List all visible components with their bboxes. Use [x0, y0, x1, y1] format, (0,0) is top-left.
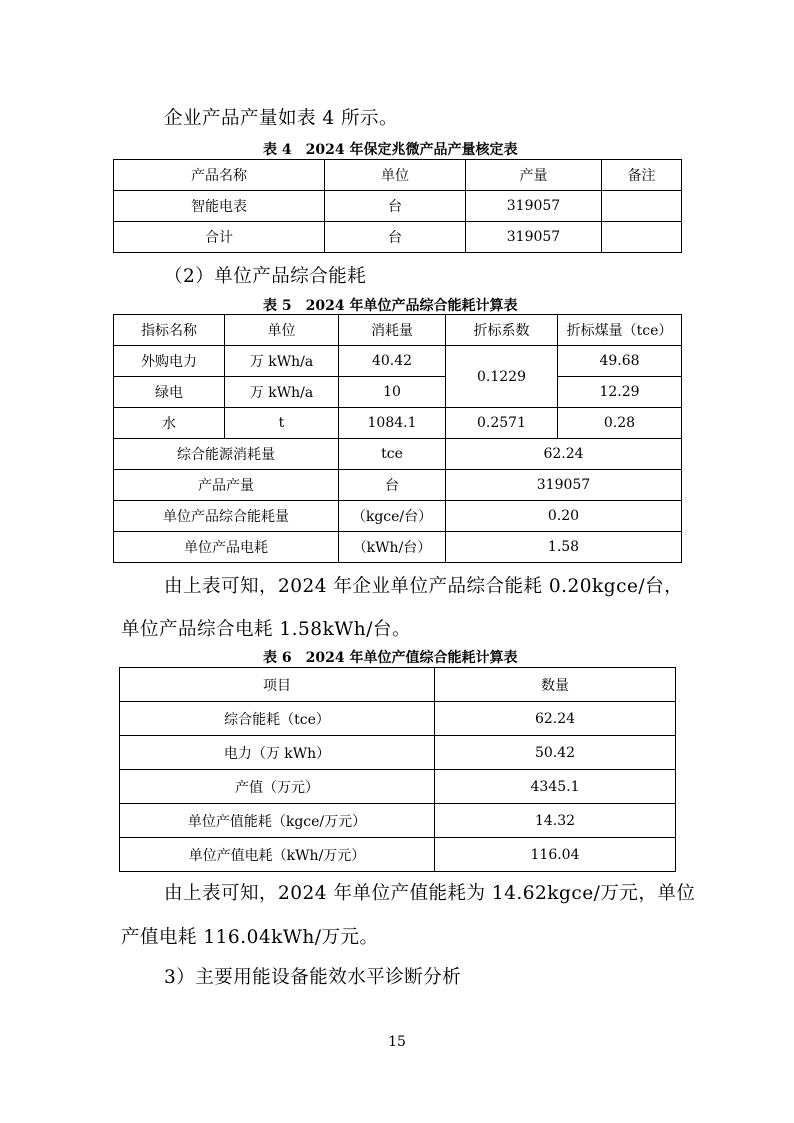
- table4-cell: 台: [325, 191, 466, 222]
- table6-caption: 表 6 2024 年单位产值综合能耗计算表: [263, 650, 518, 666]
- table5-summary-label: 单位产品综合能耗量: [114, 501, 339, 532]
- table4-caption: 表 4 2024 年保定兆微产品产量核定表: [263, 142, 518, 158]
- table5-cell: 水: [114, 408, 225, 439]
- table5-cell: 绿电: [114, 377, 225, 408]
- table5-cell: 40.42: [339, 346, 446, 377]
- table4-cell: [602, 191, 682, 222]
- table6-header-cell: 项目: [120, 668, 435, 702]
- table4-header-cell: 产品名称: [114, 160, 325, 191]
- table-row: [114, 191, 682, 222]
- table5-summary-value: 62.24: [446, 439, 682, 470]
- table-row: [120, 736, 676, 770]
- table6-cell: 62.24: [435, 702, 676, 736]
- table5-cell: 49.68: [558, 346, 682, 377]
- table4-cell: 台: [325, 222, 466, 253]
- table6-cell: 单位产值电耗（kWh/万元）: [120, 838, 435, 872]
- table-row: [114, 470, 682, 501]
- table5-summary-value: 319057: [446, 470, 682, 501]
- table4-cell: 319057: [466, 191, 602, 222]
- table5-summary-value: 1.58: [446, 532, 682, 563]
- table6-cell: 14.32: [435, 804, 676, 838]
- table4-header-cell: 备注: [602, 160, 682, 191]
- table5-cell: 万 kWh/a: [225, 377, 339, 408]
- table6-cell: 4345.1: [435, 770, 676, 804]
- paragraph-2-line-2: 产值电耗 116.04kWh/万元。: [121, 927, 379, 948]
- table6-cell: 电力（万 kWh）: [120, 736, 435, 770]
- table5-cell: 12.29: [558, 377, 682, 408]
- table5-cell: t: [225, 408, 339, 439]
- section-2-heading: （2）单位产品综合能耗: [164, 266, 367, 287]
- table5-header-cell: 指标名称: [114, 315, 225, 346]
- table5-summary-unit: tce: [339, 439, 446, 470]
- table5-summary-label: 产品产量: [114, 470, 339, 501]
- table5-caption: 表 5 2024 年单位产品综合能耗计算表: [263, 298, 518, 314]
- table5-cell: 0.1229: [446, 346, 558, 408]
- table4-cell: 合计: [114, 222, 325, 253]
- table5-header-cell: 单位: [225, 315, 339, 346]
- table4-cell: 319057: [466, 222, 602, 253]
- table5-header-cell: 折标系数: [446, 315, 558, 346]
- table5-cell: 外购电力: [114, 346, 225, 377]
- table4-header-cell: 产量: [466, 160, 602, 191]
- table5-summary-label: 综合能源消耗量: [114, 439, 339, 470]
- page-number: 15: [388, 1034, 406, 1050]
- table5-cell: 1084.1: [339, 408, 446, 439]
- table5-cell: 10: [339, 377, 446, 408]
- table6-header-cell: 数量: [435, 668, 676, 702]
- table-row: [114, 377, 682, 408]
- paragraph-1-line-2: 单位产品综合电耗 1.58kWh/台。: [121, 619, 411, 640]
- table-row: [114, 346, 682, 377]
- table4-header-cell: 单位: [325, 160, 466, 191]
- table5-summary-value: 0.20: [446, 501, 682, 532]
- table-row: [120, 838, 676, 872]
- table5-cell: 0.2571: [446, 408, 558, 439]
- table4-cell: 智能电表: [114, 191, 325, 222]
- table-row: [114, 439, 682, 470]
- table4-cell: [602, 222, 682, 253]
- table6-cell: 综合能耗（tce）: [120, 702, 435, 736]
- table-row: [120, 804, 676, 838]
- table-row: [114, 501, 682, 532]
- table6: [119, 667, 676, 872]
- table5-header-cell: 消耗量: [339, 315, 446, 346]
- intro-paragraph: 企业产品产量如表 4 所示。: [164, 108, 399, 129]
- table-row: [120, 770, 676, 804]
- table-row: [114, 532, 682, 563]
- table5-header-cell: 折标煤量（tce）: [558, 315, 682, 346]
- table5-cell: 0.28: [558, 408, 682, 439]
- table5-cell: 万 kWh/a: [225, 346, 339, 377]
- paragraph-2-line-1: 由上表可知，2024 年单位产值能耗为 14.62kgce/万元，单位: [164, 883, 696, 904]
- table-row: [114, 222, 682, 253]
- table6-cell: 116.04: [435, 838, 676, 872]
- section-3-heading: 3）主要用能设备能效水平诊断分析: [164, 967, 462, 988]
- table5-summary-unit: （kgce/台）: [339, 501, 446, 532]
- table-row: [114, 408, 682, 439]
- paragraph-1-line-1: 由上表可知，2024 年企业单位产品综合能耗 0.20kgce/台，: [164, 576, 684, 597]
- table5: [113, 314, 682, 563]
- table6-cell: 50.42: [435, 736, 676, 770]
- table5-summary-unit: 台: [339, 470, 446, 501]
- table4: [113, 159, 682, 253]
- table5-summary-unit: （kWh/台）: [339, 532, 446, 563]
- table6-cell: 单位产值能耗（kgce/万元）: [120, 804, 435, 838]
- table6-cell: 产值（万元）: [120, 770, 435, 804]
- table5-summary-label: 单位产品电耗: [114, 532, 339, 563]
- table-row: [120, 702, 676, 736]
